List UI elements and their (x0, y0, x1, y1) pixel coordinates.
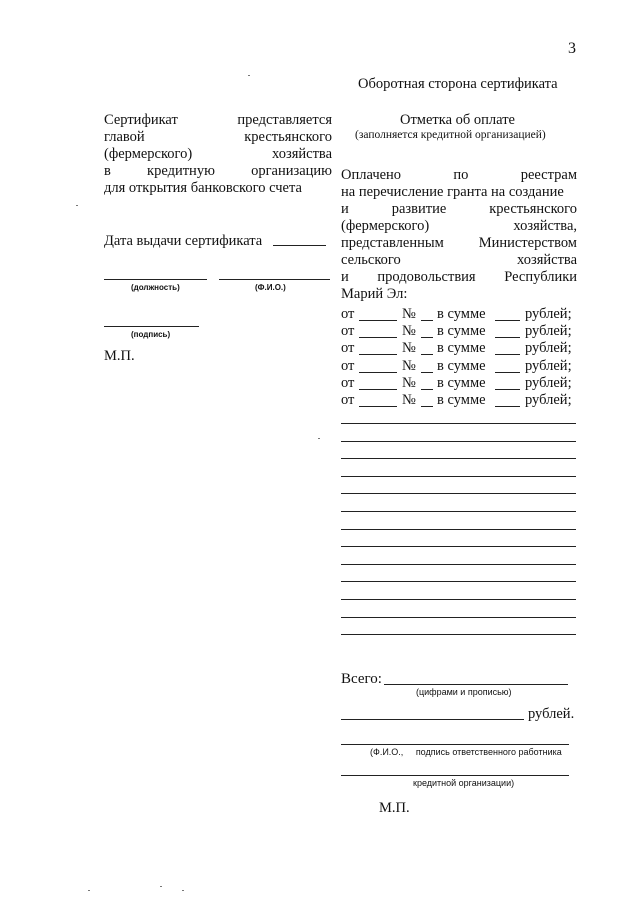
right-stamp-placeholder: М.П. (379, 800, 410, 816)
reverse-side-title: Оборотная сторона сертификата (358, 76, 558, 92)
fill-line (341, 634, 576, 635)
fio-line (219, 279, 330, 280)
payment-row (341, 375, 577, 392)
payment-mark-subtitle: (заполняется кредитной организацией) (355, 129, 546, 141)
left-line-4: в кредитную организацию (104, 163, 333, 179)
payment-currency-label: рублей; (525, 340, 572, 357)
payment-currency-label: рублей; (525, 374, 572, 391)
payment-number-label: № (402, 357, 416, 374)
scan-speck (318, 438, 320, 439)
paid-line-8: Марий Эл: (341, 286, 408, 302)
left-line-1: Сертификат представляется (104, 112, 332, 128)
payment-row (341, 340, 577, 357)
payment-sum-blank (495, 377, 520, 390)
payment-from-label: от (341, 392, 355, 408)
fio-caption: (Ф.И.О.) (255, 283, 286, 292)
payment-mark-title: Отметка об оплате (400, 112, 515, 128)
payment-date-blank (359, 342, 397, 355)
payment-number-blank (421, 325, 433, 338)
left-line-3: (фермерского) хозяйства (104, 146, 332, 162)
scan-speck (76, 205, 78, 206)
fill-line (341, 441, 576, 442)
signature-caption: (подпись) (131, 330, 171, 339)
fill-line (341, 476, 576, 477)
payment-from-label: от (341, 357, 355, 374)
fill-line (341, 581, 576, 582)
payment-number-label: № (402, 306, 416, 322)
position-caption: (должность) (131, 283, 180, 292)
responsible-line-2 (341, 775, 569, 776)
payment-date-blank (359, 394, 397, 407)
certificate-text (104, 112, 332, 197)
payment-number-label: № (402, 323, 416, 340)
scan-speck (160, 886, 162, 887)
payment-date-blank (359, 308, 397, 321)
payment-row (341, 392, 577, 409)
total-label: Всего: (341, 671, 382, 687)
payment-date-blank (359, 325, 397, 338)
payment-number-blank (421, 342, 433, 355)
payment-from-label: от (341, 323, 355, 340)
payment-sum-label: в сумме (437, 323, 486, 340)
payment-number-blank (421, 308, 433, 321)
left-line-2: главой крестьянского (104, 129, 332, 145)
paid-text (341, 167, 577, 303)
payment-sum-blank (495, 360, 520, 373)
payment-currency-label: рублей; (525, 306, 572, 322)
payment-sum-blank (495, 325, 520, 338)
fill-line (341, 599, 576, 600)
paid-line-7: и продовольствия Республики (341, 269, 578, 285)
payment-sum-label: в сумме (437, 306, 486, 322)
payment-currency-label: рублей; (525, 357, 572, 374)
payment-number-blank (421, 394, 433, 407)
responsible-caption-2: кредитной организации) (413, 778, 515, 788)
paid-line-2: на перечисление гранта на создание (341, 184, 564, 200)
fill-line (341, 529, 576, 530)
paid-line-5: представленным Министерством (341, 235, 577, 251)
payment-currency-label: рублей; (525, 323, 572, 340)
position-line (104, 279, 207, 280)
payment-row (341, 323, 577, 340)
amount-words-blank (341, 719, 524, 720)
payment-from-label: от (341, 374, 355, 391)
paid-line-1: Оплачено по реестрам (341, 167, 577, 183)
paid-line-4: (фермерского) хозяйства, (341, 218, 577, 234)
fill-line (341, 511, 576, 512)
total-blank (384, 684, 568, 685)
fill-line (341, 546, 576, 547)
payment-sum-label: в сумме (437, 357, 486, 374)
payment-sum-blank (495, 394, 520, 407)
payment-number-blank (421, 360, 433, 373)
fill-line (341, 423, 576, 424)
payment-sum-label: в сумме (437, 392, 486, 408)
responsible-line-1 (341, 744, 569, 745)
scan-speck (248, 75, 250, 76)
total-caption: (цифрами и прописью) (416, 687, 512, 697)
paid-line-6: сельского хозяйства (341, 252, 577, 268)
issue-date-label: Дата выдачи сертификата (104, 233, 263, 249)
signature-line (104, 326, 199, 327)
responsible-caption-1: (Ф.И.О., подпись ответственного работника (370, 747, 562, 757)
payment-from-label: от (341, 306, 355, 322)
left-stamp-placeholder: М.П. (104, 348, 135, 364)
payment-row (341, 358, 577, 375)
rubles-label: рублей. (528, 706, 575, 722)
page-number: 3 (568, 40, 576, 57)
fill-line (341, 493, 576, 494)
left-line-5: для открытия банковского счета (104, 180, 302, 196)
scan-speck (182, 890, 184, 891)
payment-currency-label: рублей; (525, 392, 572, 408)
payment-date-blank (359, 360, 397, 373)
payment-date-blank (359, 377, 397, 390)
fill-line (341, 617, 576, 618)
payment-sum-label: в сумме (437, 374, 486, 391)
fill-line (341, 564, 576, 565)
payment-sum-blank (495, 342, 520, 355)
payment-number-label: № (402, 374, 416, 391)
payment-sum-blank (495, 308, 520, 321)
paid-line-3: и развитие крестьянского (341, 201, 578, 217)
payment-number-label: № (402, 340, 416, 357)
scan-speck (88, 890, 90, 891)
payment-from-label: от (341, 340, 355, 357)
payment-row (341, 306, 577, 323)
payment-number-blank (421, 377, 433, 390)
payment-number-label: № (402, 392, 416, 408)
issue-date-blank (273, 245, 326, 246)
payment-sum-label: в сумме (437, 340, 486, 357)
fill-line (341, 458, 576, 459)
